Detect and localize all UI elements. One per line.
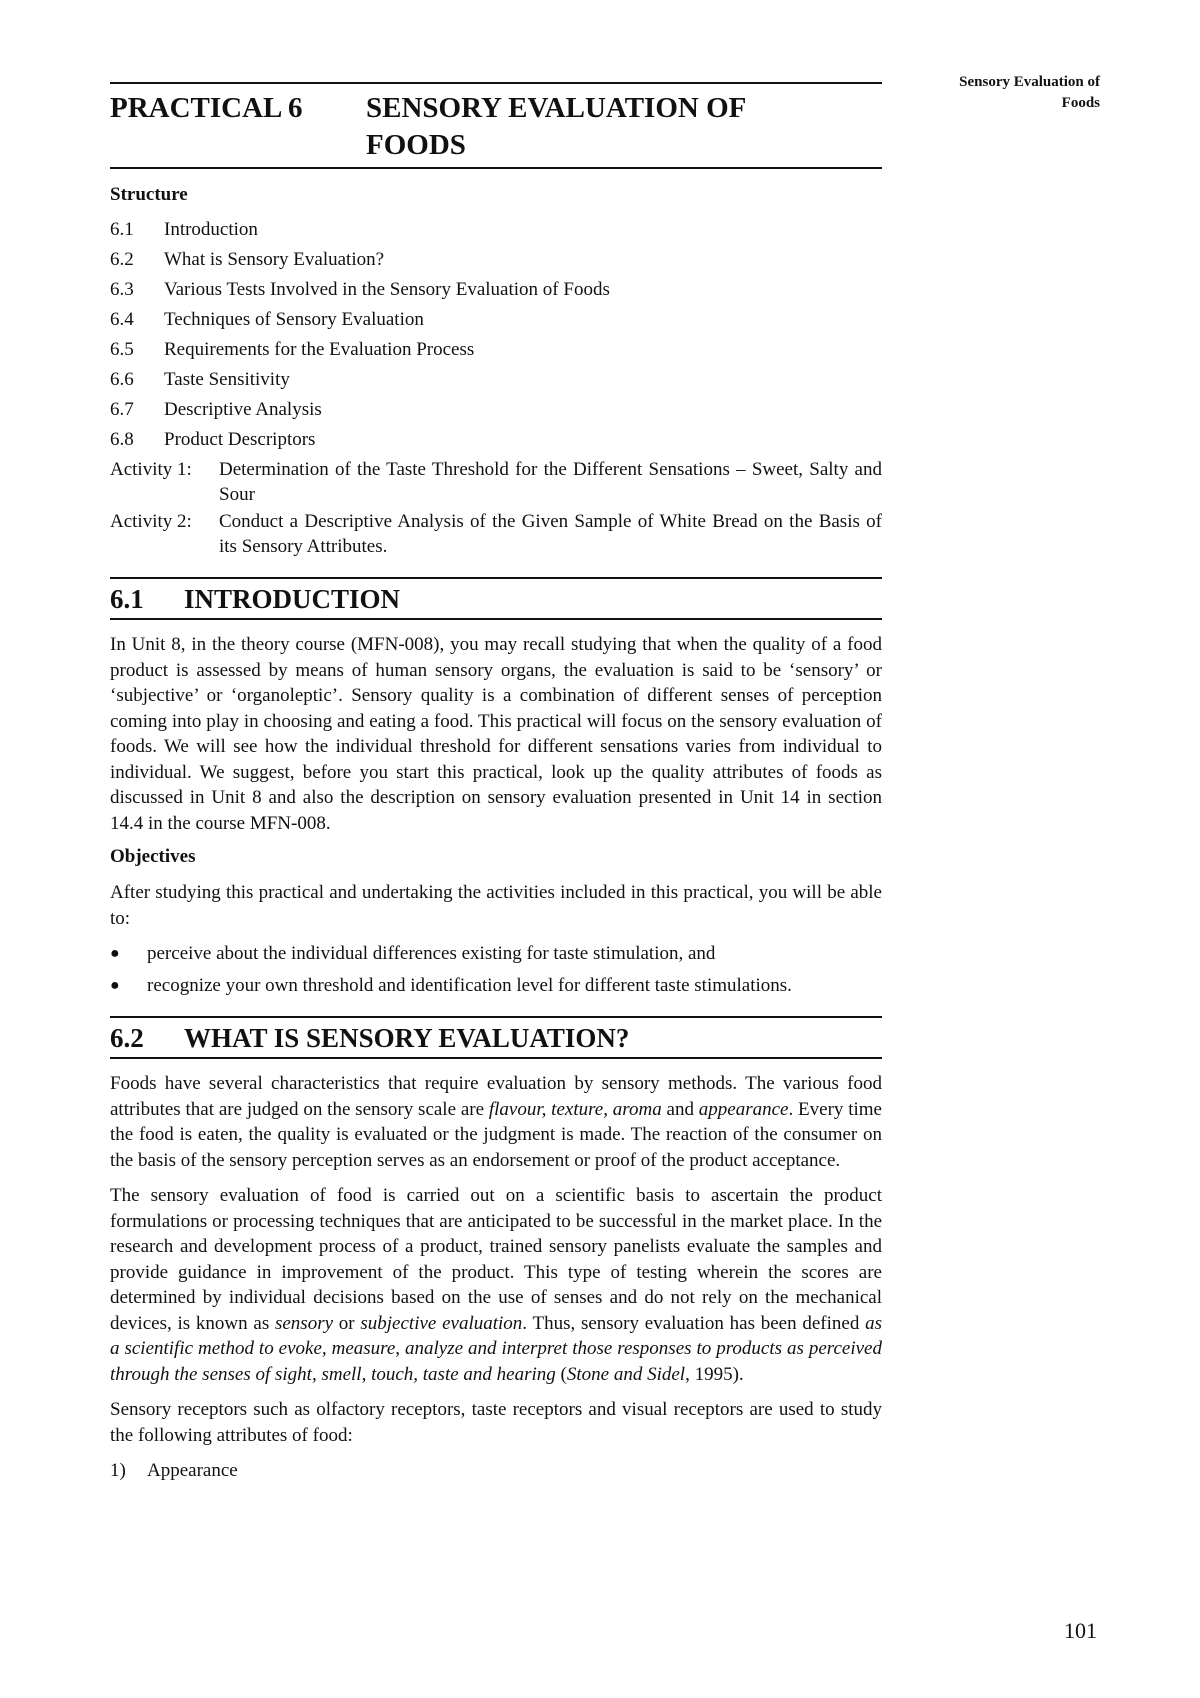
structure-item-number: 6.2: [110, 249, 134, 270]
section2-paragraph-1: [110, 1071, 882, 1173]
emphasis-text: appearance: [698, 1098, 789, 1120]
practical-name-line-2: FOODS: [366, 129, 466, 161]
section-heading-what-is-sensory-evaluation: [110, 1016, 882, 1059]
text-run: or: [333, 1312, 361, 1334]
activity-item: [110, 457, 882, 507]
section-title: INTRODUCTION: [184, 584, 401, 614]
bullet-icon: ●: [110, 977, 120, 994]
structure-item: [110, 245, 882, 275]
practical-title: [110, 84, 882, 169]
text-run: , 1995).: [685, 1363, 744, 1385]
structure-item-number: 6.3: [110, 279, 134, 300]
objectives-heading: Objectives: [110, 846, 196, 867]
objective-text: perceive about the individual differences existing for taste stimulation, and: [147, 943, 716, 964]
structure-item-text: Requirements for the Evaluation Process: [164, 339, 475, 360]
structure-item-text: Introduction: [164, 219, 258, 240]
section2-paragraph-3: Sensory receptors such as olfactory receptors, taste receptors and visual receptors are used to study the following attributes of food:: [110, 1399, 882, 1446]
attribute-list-item: [110, 1458, 882, 1483]
structure-item: [110, 335, 882, 365]
definition-text: as a scientific method to evoke, measure, analyze and interpret those responses to products as perceived through the senses of sight, smell, touch, taste and hearing: [110, 1312, 882, 1385]
bullet-icon: ●: [110, 945, 120, 962]
introduction-paragraph: In Unit 8, in the theory course (MFN-008), you may recall studying that when the quality of a food product is assessed by means of human sensory organs, the evaluation is said to be ‘sensory’ or ‘subjective’ or ‘organoleptic’. Sensory quality is a combination of different senses of perception coming into play in choosing and eating a food. This practical will focus on the sensory evaluation of foods. We will see how the individual threshold for different sensations varies from individual to individual. We suggest, before you start this practical, look up the quality attributes of foods as discussed in Unit 8 and also the description on sensory evaluation presented in Unit 14 in section 14.4 in the course MFN-008.: [110, 634, 882, 834]
structure-item: [110, 395, 882, 425]
running-header-line-1: Sensory Evaluation of: [959, 74, 1100, 90]
section-title: WHAT IS SENSORY EVALUATION?: [184, 1023, 630, 1053]
section-number: 6.2: [110, 1023, 144, 1053]
structure-item-text: Techniques of Sensory Evaluation: [164, 309, 424, 330]
structure-list: [110, 215, 882, 559]
activity-label: Activity 1:: [110, 459, 192, 480]
structure-item-number: 6.6: [110, 369, 134, 390]
structure-item-number: 6.8: [110, 429, 134, 450]
emphasis-text: subjective evaluation: [360, 1312, 523, 1334]
running-header: [860, 72, 1100, 114]
structure-item-number: 6.7: [110, 399, 134, 420]
page-number: 101: [1064, 1618, 1097, 1643]
structure-item-text: Descriptive Analysis: [164, 399, 322, 420]
structure-item-number: 6.4: [110, 309, 134, 330]
structure-item: [110, 305, 882, 335]
objectives-intro: After studying this practical and undertaking the activities included in this practical, you will be able to:: [110, 882, 882, 929]
section-number: 6.1: [110, 584, 144, 614]
citation-authors: Stone and Sidel: [566, 1363, 686, 1385]
section2-paragraph-2: [110, 1183, 882, 1387]
structure-item: [110, 215, 882, 245]
practical-name-line-1: SENSORY EVALUATION OF: [366, 92, 747, 124]
structure-item: [110, 365, 882, 395]
structure-item-text: Various Tests Involved in the Sensory Evaluation of Foods: [164, 279, 610, 300]
structure-item-text: Product Descriptors: [164, 429, 316, 450]
attribute-text: Appearance: [147, 1460, 238, 1481]
practical-number: PRACTICAL 6: [110, 92, 303, 124]
objective-text: recognize your own threshold and identification level for different taste stimulations.: [147, 975, 792, 996]
text-run: . Thus, sensory evaluation has been defined: [522, 1312, 866, 1334]
activity-item: [110, 509, 882, 559]
activity-label: Activity 2:: [110, 511, 192, 532]
text-run: Foods have several characteristics that require evaluation by sensory methods. The various food attributes that are judged on the sensory scale are: [110, 1073, 882, 1120]
structure-item-text: Taste Sensitivity: [164, 369, 290, 390]
emphasis-text: sensory: [274, 1312, 334, 1334]
structure-item: [110, 275, 882, 305]
structure-item-text: What is Sensory Evaluation?: [164, 249, 385, 270]
objectives-list: [110, 941, 882, 998]
objective-item: [110, 941, 882, 966]
emphasis-text: flavour, texture, aroma: [488, 1098, 662, 1120]
structure-item-number: 6.1: [110, 219, 134, 240]
objective-item: [110, 973, 882, 998]
structure-item: [110, 425, 882, 455]
text-run: and: [661, 1098, 699, 1120]
section-heading-introduction: [110, 577, 882, 620]
practical-name: [366, 90, 882, 164]
structure-item-number: 6.5: [110, 339, 134, 360]
running-header-line-2: Foods: [1061, 95, 1100, 111]
text-run: The sensory evaluation of food is carried out on a scientific basis to ascertain the product formulations or processing techniques that are anticipated to be successful in the market place. In the research and development process of a product, trained sensory panelists evaluate the samples and provide guidance in improvement of the product. This type of testing wherein the scores are determined by individual decisions based on the use of senses and do not rely on the mechanical devices, is known as: [110, 1185, 882, 1334]
activity-text: Conduct a Descriptive Analysis of the Given Sample of White Bread on the Basis of its Sensory Attributes.: [219, 511, 882, 557]
text-run: (: [555, 1363, 567, 1385]
structure-heading: Structure: [110, 184, 188, 205]
attribute-number: 1): [110, 1460, 126, 1481]
activity-text: Determination of the Taste Threshold for the Different Sensations – Sweet, Salty and Sour: [219, 459, 882, 505]
text-run: . Every time the food is eaten, the quality is evaluated or the judgment is made. The reaction of the consumer on the basis of the sensory perception serves as an endorsement or proof of the product acceptance.: [110, 1098, 882, 1171]
main-column: [110, 82, 882, 1483]
